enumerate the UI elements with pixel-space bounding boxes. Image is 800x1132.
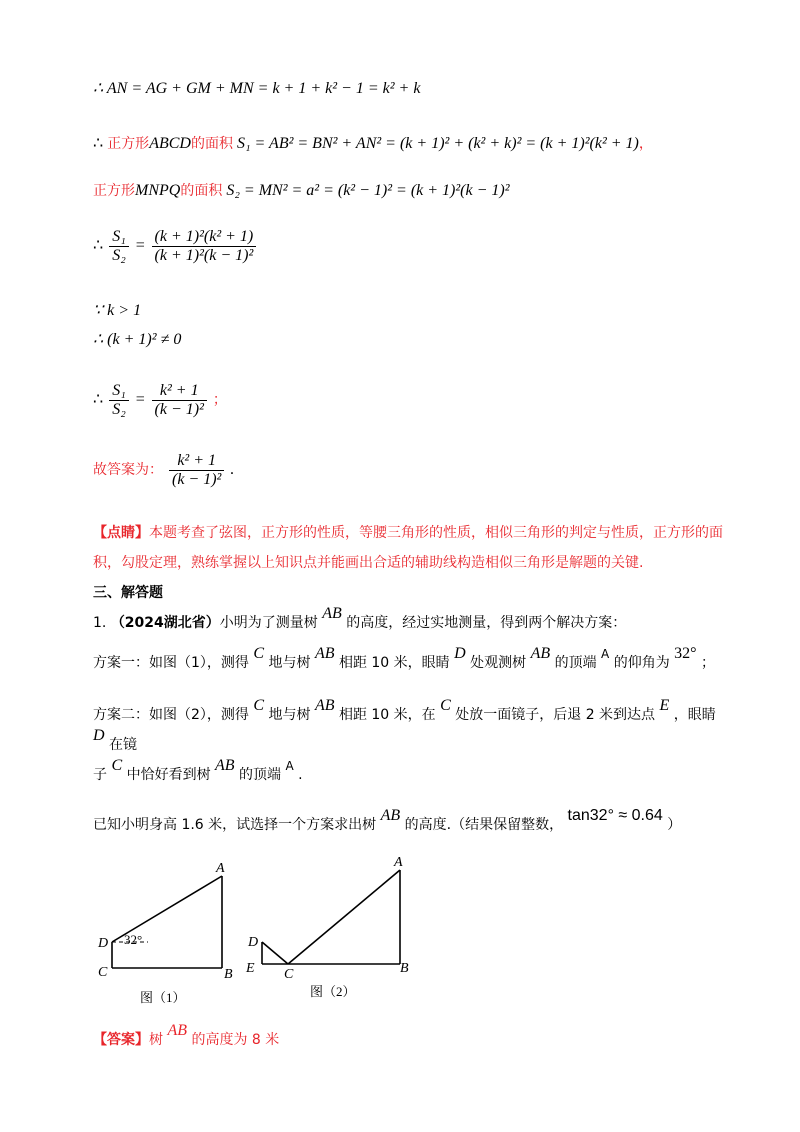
- fraction: $\frac{\text{k² + 1}}{\text{(k − 1)²}}$: [169, 452, 224, 489]
- figure-1-angle-label: 32°: [124, 932, 143, 947]
- answer-paragraph: 【答案】树 AB 的高度为 8 米: [93, 1022, 280, 1048]
- condition-k: ∵ k > 1: [93, 302, 142, 319]
- plan-one: 方案一：如图（1），测得 C 地与树 AB 相距 10 米，眼睛 D 处观测树 AB 的顶端 A 的仰角为 32° ；: [93, 645, 716, 671]
- section-title: 三、解答题: [93, 585, 163, 601]
- equation-ratio-1: ∴ $\frac{\text{S₁}}{\text{S₂}}$ = $\frac{\text{(k + 1)²(k² + 1)}}{\text{(k + 1)²(k − 1)²}}$: [93, 228, 258, 265]
- answer-fraction-line: 故答案为： $\frac{\text{k² + 1}}{\text{(k − 1)²}}$ .: [93, 452, 235, 488]
- figure-2-label-c: C: [284, 967, 294, 982]
- figure-1-caption: 图（1）: [140, 990, 186, 1005]
- fraction: $\frac{\text{S₁}}{\text{S₂}}$: [109, 228, 129, 265]
- condition-nonzero: ∴ (k + 1)² ≠ 0: [93, 331, 182, 348]
- equation-s1: ∴ 正方形ABCD的面积 S₁ = AB² = BN² + AN² = (k + 1)² + (k² + k)² = (k + 1)²(k² + 1)，: [93, 133, 653, 152]
- plan-two: 方案二：如图（2），测得 C 地与树 AB 相距 10 米，在 C 处放一面镜子，后退 2 米到达点 E ，眼睛 D 在镜: [93, 697, 716, 753]
- fraction: $\frac{\text{(k + 1)²(k² + 1)}}{\text{(k + 1)²(k − 1)²}}$: [152, 228, 257, 265]
- plan-two-continued: 子 C 中恰好看到树 AB 的顶端 A .: [93, 757, 303, 783]
- fraction: $\frac{\text{k² + 1}}{\text{(k − 1)²}}$: [152, 382, 207, 419]
- figure-1-label-c: C: [98, 965, 108, 980]
- equation-s2: 正方形MNPQ的面积 S₂ = MN² = a² = (k² − 1)² = (k + 1)²(k − 1)²: [93, 182, 510, 199]
- figure-2-label-b: B: [400, 961, 409, 976]
- figure-1-label-d: D: [98, 936, 109, 951]
- figure-2-segment-ca: [288, 870, 400, 964]
- equation-ratio-2: ∴ $\frac{\text{S₁}}{\text{S₂}}$ = $\frac{\text{k² + 1}}{\text{(k − 1)²}}$ ；: [93, 382, 227, 418]
- equation-an: ∴ AN = AG + GM + MN = k + 1 + k² − 1 = k² + k: [93, 80, 421, 97]
- figure-1-label-b: B: [224, 967, 233, 982]
- figures: [0, 850, 800, 1020]
- figure-2-segment-dc: [262, 942, 288, 964]
- problem-known: 已知小明身高 1.6 米，试选择一个方案求出树 AB 的高度.（结果保留整数， tan32° ≈ 0.64 ）: [93, 807, 682, 833]
- fraction: $\frac{\text{S₁}}{\text{S₂}}$: [109, 382, 129, 419]
- figure-2-label-a: A: [394, 855, 403, 870]
- problem-intro: 1. （2024湖北省）小明为了测量树 AB 的高度，经过实地测量，得到两个解决方案：: [93, 605, 627, 631]
- figure-1: [97, 861, 233, 1005]
- figure-2-label-e: E: [246, 961, 255, 976]
- figure-2: [245, 855, 409, 999]
- figure-1-label-a: A: [216, 861, 225, 876]
- comment-paragraph: 【点睛】本题考查了弦图，正方形的性质，等腰三角形的性质，相似三角形的判定与性质，正方形的面积，勾股定理，熟练掌握以上知识点并能画出合适的辅助线构造相似三角形是解题的关键.: [93, 525, 723, 571]
- figure-2-label-d: D: [248, 935, 259, 950]
- figure-2-caption: 图（2）: [310, 984, 356, 999]
